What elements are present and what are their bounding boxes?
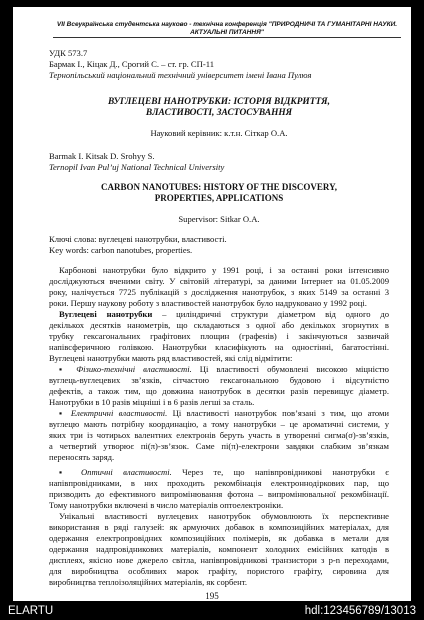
supervisor-en: Supervisor: Sitkar O.A.	[178, 214, 260, 224]
body-line-17: а четвертий утворює пі(π)-зв’язок. Саме пі(π)-електрони завдяки слабким зв’язкам	[49, 441, 389, 451]
udk-code: УДК 573.7	[49, 48, 88, 58]
authors-en: Barmak I. Kitsak D. Srohyy S.	[49, 151, 155, 161]
repository-name: ELARTU	[8, 605, 54, 617]
body-line-3: року, налічується 7725 публікацій з дослідження нанотрубок, з яких 5149 за останні 3	[49, 287, 389, 297]
body-line-27: дисплеях, якісно нове джерело світла, напівпровідникові транзистори з p-n переходами,	[49, 555, 389, 565]
supervisor-ua: Науковий керівник: к.т.н. Сіткар О.А.	[150, 128, 288, 138]
body-line-20: напівпровідниками, в них проходить рекомбінація електроннодіркових пар, що	[49, 478, 389, 488]
conference-header	[53, 21, 401, 38]
title-en-line-2: PROPERTIES, APPLICATIONS	[154, 193, 284, 203]
bullet-icon: ▪	[59, 364, 69, 374]
title-ua-line-2: ВЛАСТИВОСТІ, ЗАСТОСУВАННЯ	[145, 108, 293, 118]
body-line-16: яких три із чотирьох валентних електронів беруть участь в утворенні сигма(σ)-зв’язків,	[49, 430, 389, 440]
body-line-13: Нанотрубки в 10 разів міцніші і в 6 разів легші за сталь.	[49, 397, 255, 407]
handle-identifier: hdl:123456789/13013	[304, 605, 416, 617]
body-line-15: вуглецю мають потрібну координацію, а тому нанотрубки – це ароматичні системи, у	[49, 419, 389, 429]
body-line-5: Вуглецеві нанотрубки – циліндричні структури діаметром від одного до	[59, 309, 389, 319]
body-line-18: переносять заряд.	[49, 452, 115, 462]
body-line-26: одержання надпровідникових матеріалів, компонент холодних емісійних катодів в	[49, 544, 389, 554]
body-line-29: виробництва теплоізоляційних матеріалів, як сорбент.	[49, 577, 247, 587]
page-number: 195	[205, 591, 219, 601]
body-line-2: досліджуються вченими світу. У світовій літературі, за даними Інтернет на 01.05.2009	[49, 276, 389, 286]
title-ua-line-1: ВУГЛЕЦЕВІ НАНОТРУБКИ: ІСТОРІЯ ВІДКРИТТЯ,	[108, 97, 330, 107]
bullet-optical: ▪ Оптичні властивості. Через те, що напівпровідникові нанотрубки є	[59, 467, 389, 477]
body-line-4: роки. Першу наукову роботу з властивостей нанотрубок було надруковано у 1992 році.	[49, 298, 367, 308]
document-page	[13, 7, 411, 601]
body-line-8: напівсферичною голівкою. Нанотрубки класифікують на одностінні, багатостінні.	[49, 342, 389, 352]
body-line-11: вуглець-вуглецевих зв’язків, сітчастою гексагональною будовою і відсутністю	[49, 375, 389, 385]
term-carbon-nanotubes: Вуглецеві нанотрубки	[59, 309, 153, 319]
keywords-en: Key words: carbon nanotubes, properties.	[49, 245, 193, 255]
conference-header-line-2: АКТУАЛЬНІ ПИТАННЯ"	[190, 28, 264, 36]
affiliation-en: Ternopil Ivan Pul’uj National Technical University	[49, 162, 225, 172]
affiliation-ua: Тернопільський національний технічний університет імені Івана Пулюя	[49, 70, 312, 80]
body-line-24: використання в ряді галузей: як армуючих добавок в композиційних матеріалах, для	[49, 522, 389, 532]
bullet-electrical: ▪ Електричні властивості. Ці властивості нанотрубок пов’язані з тим, що атоми	[59, 408, 390, 418]
body-line-7: трубку гексагональних графітових площин (графенів) і закінчуються зазвичай	[49, 331, 389, 341]
body-line-22: Тому нанотрубки включені в число матеріалів оптоелектроніки.	[49, 500, 284, 510]
bullet-icon: ▪	[59, 408, 66, 418]
title-en-line-1: CARBON NANOTUBES: HISTORY OF THE DISCOVERY,	[100, 182, 338, 192]
body-line-25: одержання електропровідних композиційних полімерів, як добавка в метали для	[49, 533, 389, 543]
repository-footer	[0, 604, 424, 620]
body-line-21: призводить до ефективного випромінювання фотона – випромінювальної рекомбінації.	[49, 489, 389, 499]
bullet-physical: ▪ Фізико-технічні властивості. Ці властивості обумовлені високою міцністю	[59, 364, 389, 374]
keywords-ua: Ключі слова: вуглецеві нанотрубки, властивості.	[49, 234, 227, 244]
body-line-1: Карбонові нанотрубки було відкрито у 1991 році, і за останні роки інтенсивно	[59, 265, 389, 275]
bullet-icon: ▪	[59, 467, 71, 477]
conference-header-line-1: VII Всеукраїнська студентська науково - технічна конференція "ПРИРОДНИЧІ ТА ГУМАНІТАРНІ НАУКИ.	[56, 21, 398, 28]
body-line-23: Унікальні властивості вуглецевих нанотрубок обумовлюють їх перспективне	[59, 511, 389, 521]
body-line-9: Вуглецеві нанотрубки мають ряд властивостей, які слід відмітити:	[49, 353, 293, 363]
authors-ua: Бармак І., Кіцак Д., Срогий С. – ст. гр. СП-11	[49, 59, 214, 69]
body-line-28: для виробництва особливих марок графіту, пористого графіту, сировина для	[49, 566, 389, 576]
body-line-12: дефектів, а також тим, що довжина нанотрубок в десятки разів перевищує діаметр.	[49, 386, 389, 396]
body-line-6: декількох десятків нанометрів, що складаються з одної або декількох згорнутих в	[49, 320, 389, 330]
